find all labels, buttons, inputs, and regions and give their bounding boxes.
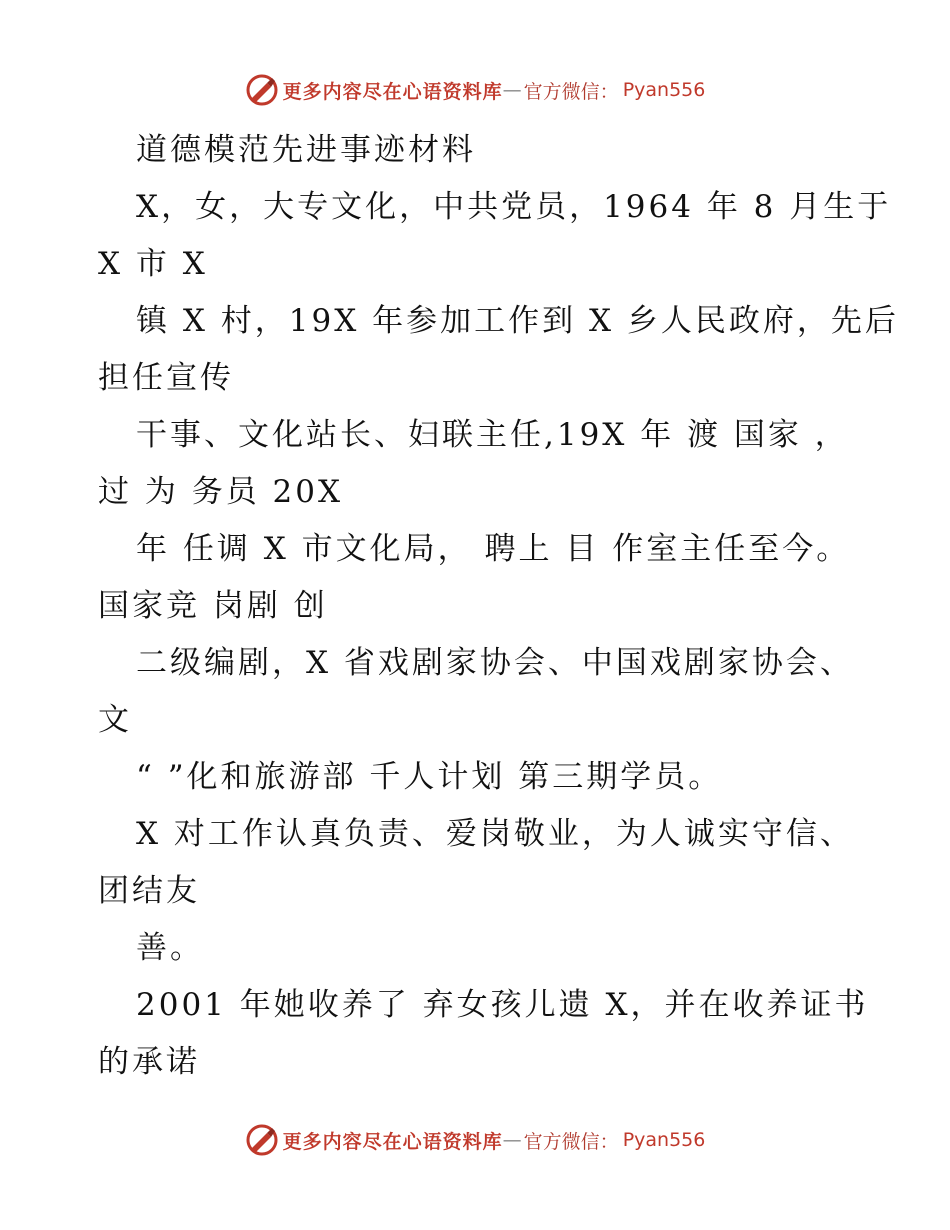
text-line: 二级编剧，X 省戏剧家协会、中国戏剧家协会、 xyxy=(136,645,854,681)
watermark-footer xyxy=(0,1120,950,1160)
text-line: 镇 X 村，19X 年参加工作到 X 乡人民政府，先后 xyxy=(136,303,899,339)
text-line: 干事、文化站长、妇联主任,19X 年 渡 国家 ， xyxy=(136,417,849,453)
text-line: 的承诺 xyxy=(98,1044,200,1080)
watermark-header xyxy=(0,70,950,110)
text-line: “ ”化和旅游部 千人计划 第三期学员。 xyxy=(136,759,723,795)
text-line: 国家竞 岗剧 创 xyxy=(98,588,328,624)
watermark-account: Pyan556 xyxy=(622,1129,706,1151)
text-line: 2001 年她收养了 弃女孩儿遗 X，并在收养证书 xyxy=(136,987,869,1023)
watermark-label: 官方微信： xyxy=(523,1130,619,1153)
text-line: 团结友 xyxy=(98,873,200,909)
pen-logo-icon xyxy=(245,73,279,107)
text-line: X，女，大专文化，中共党员，1964 年 8 月生于 xyxy=(136,189,892,225)
text-line: 善。 xyxy=(136,930,204,966)
text-line: 年 任调 X 市文化局， 聘上 目 作室主任至今。 xyxy=(136,531,851,567)
text-line: 文 xyxy=(98,702,132,738)
text-line: 担任宣传 xyxy=(98,360,234,396)
watermark-separator: — xyxy=(502,79,522,101)
watermark-text: 更多内容尽在心语资料库 xyxy=(282,1130,503,1153)
document-title: 道德模范先进事迹材料 xyxy=(136,132,476,168)
watermark-separator: — xyxy=(502,1129,522,1151)
text-line: X 对工作认真负责、爱岗敬业，为人诚实守信、 xyxy=(136,816,854,852)
watermark-label: 官方微信： xyxy=(523,80,619,103)
watermark-account: Pyan556 xyxy=(622,79,706,101)
text-line: X 市 X xyxy=(98,246,208,282)
document-body xyxy=(98,122,899,1091)
pen-logo-icon xyxy=(245,1123,279,1157)
text-line: 过 为 务员 20X xyxy=(98,474,344,510)
watermark-text: 更多内容尽在心语资料库 xyxy=(282,80,503,103)
